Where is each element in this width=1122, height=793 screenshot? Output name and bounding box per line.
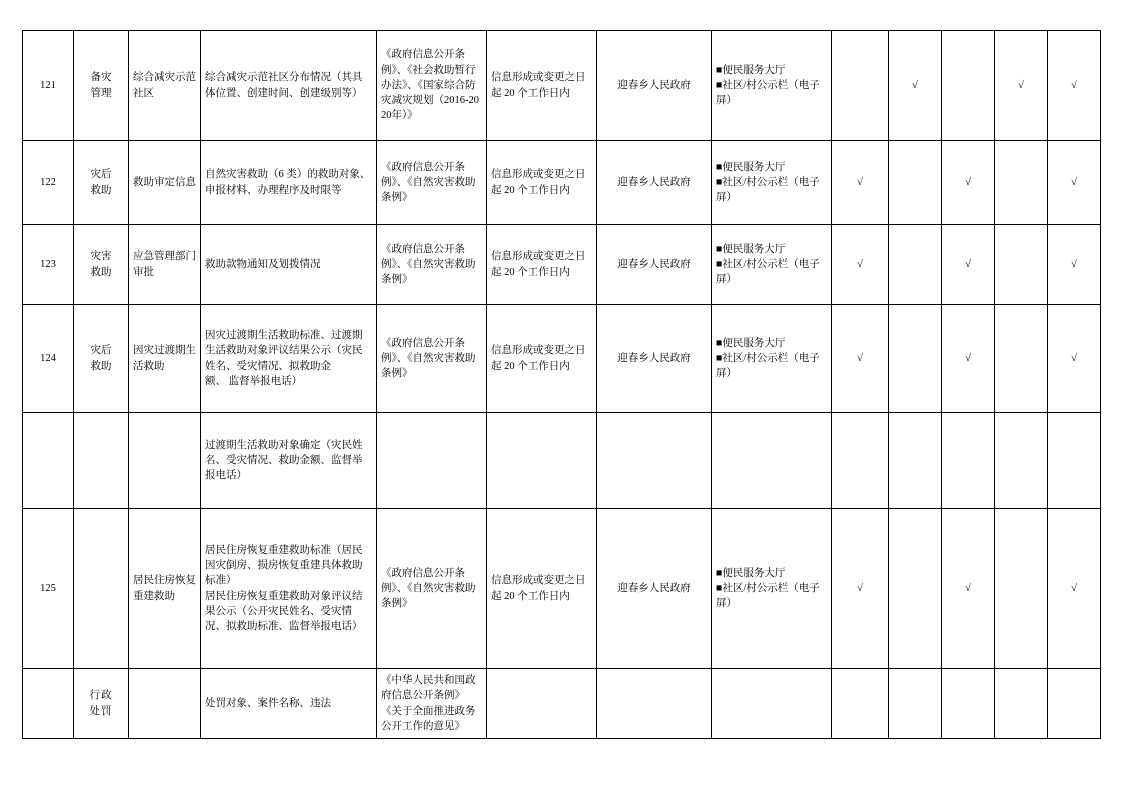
channel-item: ■便民服务大厅	[716, 64, 786, 76]
row-basis: 《政府信息公开条例》、《自然灾害救助条例》	[377, 225, 487, 305]
mark-cell: √	[1048, 305, 1101, 413]
row-time: 信息形成或变更之日起 20 个工作日内	[487, 225, 597, 305]
mark-cell	[1048, 669, 1101, 739]
row-category	[74, 31, 129, 141]
row-channels	[712, 141, 832, 225]
mark-cell: √	[942, 305, 995, 413]
category-text: 行政 处罚	[89, 690, 113, 717]
table-row	[23, 669, 1101, 739]
row-time: 信息形成或变更之日起 20 个工作日内	[487, 31, 597, 141]
row-content: 居民住房恢复重建救助标准（居民因灾倒房、损房恢复重建具体救助标准） 居民住房恢复重建救助对象评议结果公示（公开灾民姓名、受灾情况、拟救助标准、监督举报电话）	[201, 509, 377, 669]
mark-cell: √	[832, 509, 889, 669]
row-content: 综合减灾示范社区分布情况（其具体位置、创建时间、创建级别等）	[201, 31, 377, 141]
row-number: 121	[23, 31, 74, 141]
row-number	[23, 669, 74, 739]
mark-cell	[889, 225, 942, 305]
mark-cell: √	[1048, 31, 1101, 141]
category-text: 灾后 救助	[90, 169, 112, 196]
category-text: 灾后 救助	[90, 345, 112, 372]
row-number: 125	[23, 509, 74, 669]
channel-item: ■社区/村公示栏（电子屏）	[716, 176, 820, 204]
mark-cell	[942, 669, 995, 739]
row-content: 处罚对象、案件名称、违法	[201, 669, 377, 739]
row-subitem	[129, 669, 201, 739]
row-content: 因灾过渡期生活救助标准、过渡期生活救助对象评议结果公示（灾民姓名、受灾情况、拟救助金 额、 监督举报电话）	[201, 305, 377, 413]
row-subitem: 居民住房恢复重建救助	[129, 509, 201, 669]
channel-item: ■社区/村公示栏（电子屏）	[716, 258, 820, 286]
row-organization: 迎春乡人民政府	[597, 305, 712, 413]
mark-cell: √	[942, 225, 995, 305]
row-subitem: 应急管理部门审批	[129, 225, 201, 305]
row-basis: 《政府信息公开条例》、《社会救助暂行办法》、《国家综合防灾减灾规划（2016-2020年）》	[377, 31, 487, 141]
row-organization	[597, 413, 712, 509]
row-number: 124	[23, 305, 74, 413]
mark-cell	[942, 31, 995, 141]
row-time	[487, 413, 597, 509]
channel-item: ■便民服务大厅	[716, 567, 786, 579]
mark-cell	[995, 509, 1048, 669]
category-text: 灾害 救助	[90, 251, 112, 278]
row-organization: 迎春乡人民政府	[597, 509, 712, 669]
mark-cell	[995, 305, 1048, 413]
mark-cell	[832, 669, 889, 739]
mark-cell: √	[942, 141, 995, 225]
mark-cell	[889, 141, 942, 225]
row-category	[74, 305, 129, 413]
row-time: 信息形成或变更之日起 20 个工作日内	[487, 305, 597, 413]
row-content: 自然灾害救助（6 类）的救助对象、申报材料、办理程序及时限等	[201, 141, 377, 225]
mark-cell: √	[942, 509, 995, 669]
channel-item: ■便民服务大厅	[716, 337, 786, 349]
row-organization	[597, 669, 712, 739]
row-channels	[712, 31, 832, 141]
table-row	[23, 305, 1101, 413]
row-organization: 迎春乡人民政府	[597, 31, 712, 141]
row-subitem	[129, 413, 201, 509]
row-basis	[377, 413, 487, 509]
row-time	[487, 669, 597, 739]
row-organization: 迎春乡人民政府	[597, 225, 712, 305]
table-row	[23, 413, 1101, 509]
row-number: 122	[23, 141, 74, 225]
row-subitem: 因灾过渡期生活救助	[129, 305, 201, 413]
row-channels	[712, 225, 832, 305]
mark-cell	[889, 305, 942, 413]
row-subitem: 救助审定信息	[129, 141, 201, 225]
channel-item: ■便民服务大厅	[716, 161, 786, 173]
mark-cell	[942, 413, 995, 509]
row-organization: 迎春乡人民政府	[597, 141, 712, 225]
table-row	[23, 225, 1101, 305]
channel-item: ■社区/村公示栏（电子屏）	[716, 79, 820, 107]
mark-cell	[1048, 413, 1101, 509]
row-basis: 《政府信息公开条例》、《自然灾害救助条例》	[377, 305, 487, 413]
category-text: 备灾 管理	[90, 72, 112, 99]
row-basis: 《政府信息公开条例》、《自然灾害救助条例》	[377, 509, 487, 669]
row-channels	[712, 509, 832, 669]
row-content: 救助款物通知及划拨情况	[201, 225, 377, 305]
channel-item: ■社区/村公示栏（电子屏）	[716, 582, 820, 610]
table-row	[23, 509, 1101, 669]
mark-cell	[995, 669, 1048, 739]
mark-cell	[832, 31, 889, 141]
information-disclosure-table	[22, 30, 1101, 739]
channel-item: ■便民服务大厅	[716, 243, 786, 255]
row-channels	[712, 669, 832, 739]
row-category	[74, 225, 129, 305]
row-channels	[712, 305, 832, 413]
row-category	[74, 141, 129, 225]
mark-cell: √	[832, 305, 889, 413]
mark-cell	[889, 413, 942, 509]
mark-cell: √	[889, 31, 942, 141]
table-row	[23, 31, 1101, 141]
row-channels	[712, 413, 832, 509]
mark-cell	[889, 669, 942, 739]
row-number: 123	[23, 225, 74, 305]
row-basis: 《中华人民共和国政府信息公开条例》 《关于全面推进政务公开工作的意见》	[377, 669, 487, 739]
mark-cell: √	[995, 31, 1048, 141]
row-content: 过渡期生活救助对象确定（灾民姓名、受灾情况、救助金额、监督举报电话）	[201, 413, 377, 509]
row-basis: 《政府信息公开条例》、《自然灾害救助条例》	[377, 141, 487, 225]
mark-cell: √	[832, 225, 889, 305]
mark-cell	[889, 509, 942, 669]
mark-cell: √	[832, 141, 889, 225]
mark-cell: √	[1048, 141, 1101, 225]
mark-cell: √	[1048, 225, 1101, 305]
mark-cell	[995, 141, 1048, 225]
row-subitem: 综合减灾示范社区	[129, 31, 201, 141]
mark-cell: √	[1048, 509, 1101, 669]
table-row	[23, 141, 1101, 225]
row-time: 信息形成或变更之日起 20 个工作日内	[487, 141, 597, 225]
row-time: 信息形成或变更之日起 20 个工作日内	[487, 509, 597, 669]
row-category	[74, 413, 129, 509]
row-number	[23, 413, 74, 509]
row-category	[74, 509, 129, 669]
mark-cell	[995, 225, 1048, 305]
channel-item: ■社区/村公示栏（电子屏）	[716, 352, 820, 380]
mark-cell	[832, 413, 889, 509]
mark-cell	[995, 413, 1048, 509]
row-category	[74, 669, 129, 739]
